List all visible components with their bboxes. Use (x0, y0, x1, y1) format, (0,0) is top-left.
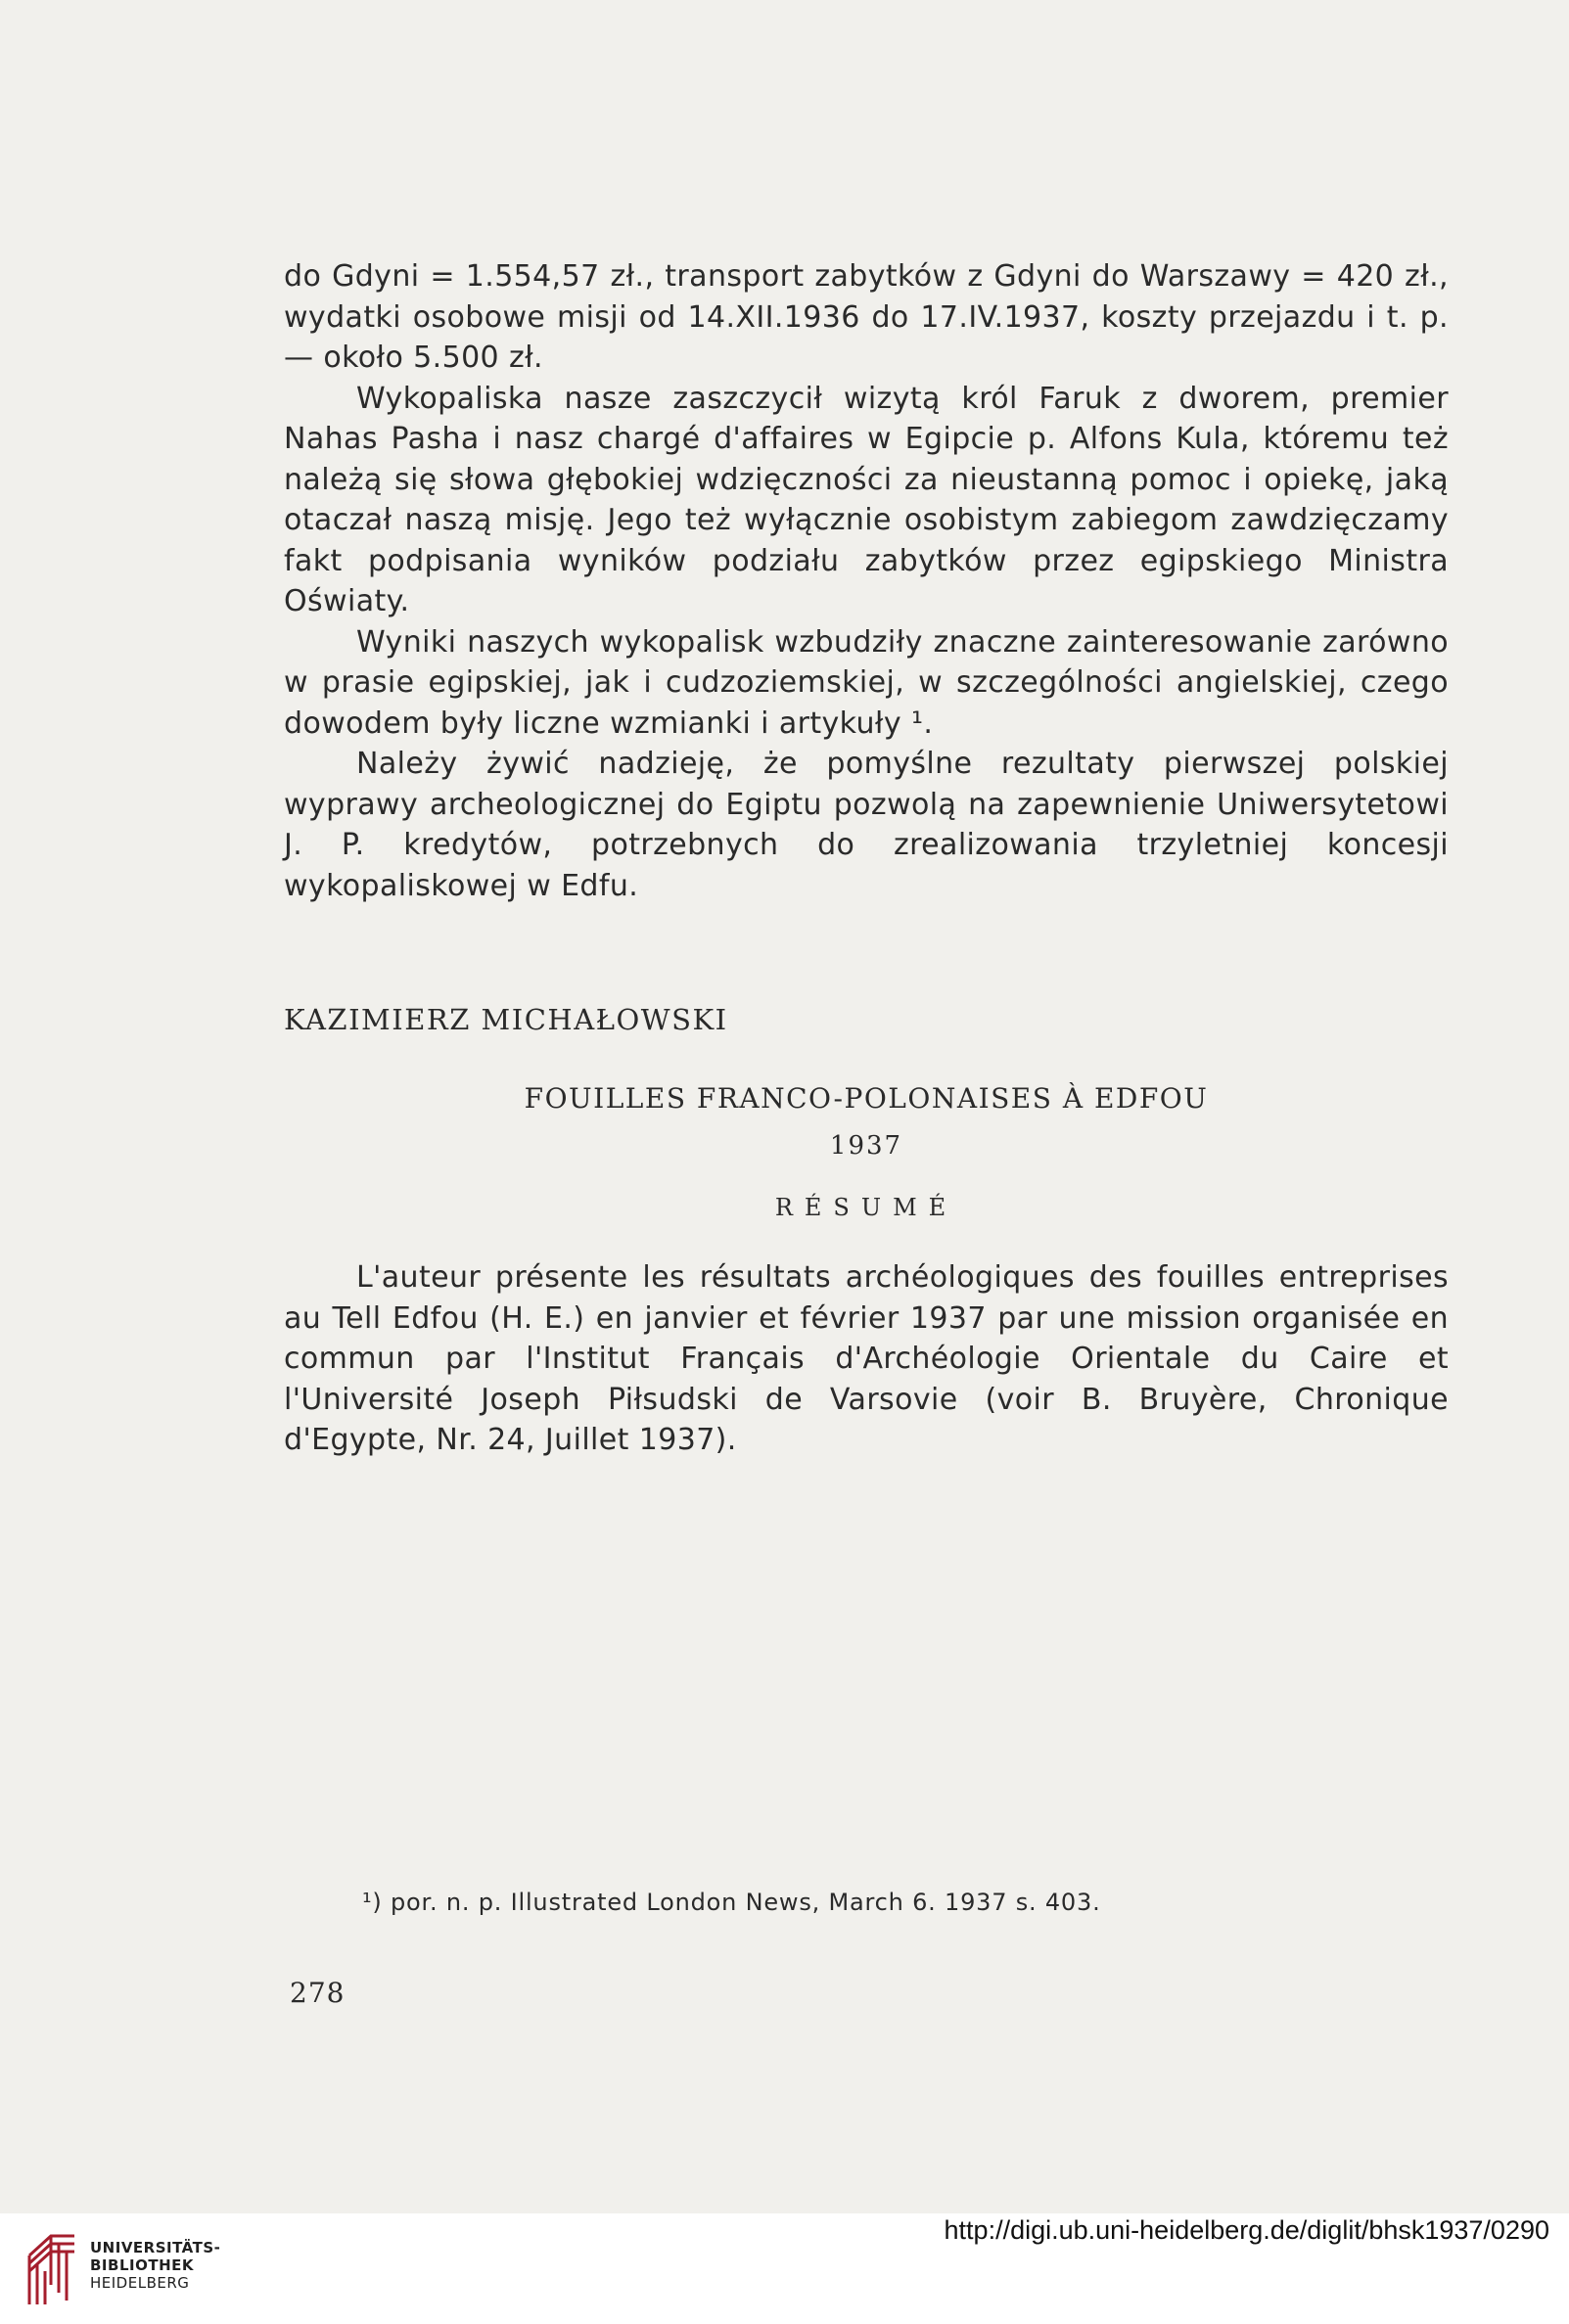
section-heading: RÉSUMÉ (774, 1194, 958, 1221)
library-logo-icon (22, 2226, 82, 2312)
paragraph: do Gdyni = 1.554,57 zł., transport zabytków z Gdyni do Warszawy = 420 zł., wydatki osobowe misji od 14.XII.1936 do 17.IV.1937, koszty przejazdu i t. p. — około 5.500 zł. (284, 259, 1449, 375)
resume-paragraph: L'auteur présente les résultats archéologiques des fouilles entreprises au Tell Edfou (H. E.) en janvier et février 1937 par une mission organisée en commun par l'Institut Français d'Archéologie Orientale du Caire et l'Université Joseph Piłsudski de Varsovie (voir B. Bruyère, Chronique d'Egypte, Nr. 24, Juillet 1937). (284, 1260, 1449, 1457)
library-name-line: UNIVERSITÄTS- (90, 2239, 221, 2256)
resume-text-block (284, 1257, 1449, 1461)
library-name-line: HEIDELBERG (90, 2274, 190, 2292)
article-year: 1937 (829, 1131, 903, 1161)
main-text-block (284, 256, 1449, 906)
article-author: KAZIMIERZ MICHAŁOWSKI (284, 1003, 728, 1036)
paragraph: Wykopaliska nasze zaszczycił wizytą król Faruk z dworem, premier Nahas Pasha i nasz chargé d'affaires w Egipcie p. Alfons Kula, któremu też należą się słowa głębokiej wdzięczności za nieustanną pomoc i opiekę, jaką otaczał naszą misję. Jego też wyłącznie osobistym zabiegom zawdzięczamy fakt podpisania wyników podziału zabytków przez egipskiego Ministra Oświaty. (284, 381, 1449, 618)
page-number: 278 (290, 1977, 346, 2009)
source-url-link[interactable]: http://digi.ub.uni-heidelberg.de/diglit/bhsk1937/0290 (944, 2215, 1549, 2245)
article-title: FOUILLES FRANCO-POLONAISES À EDFOU (524, 1082, 1209, 1115)
paragraph: Należy żywić nadzieję, że pomyślne rezultaty pierwszej polskiej wyprawy archeologicznej do Egiptu pozwolą na zapewnienie Uniwersytetowi J. P. kredytów, potrzebnych do zrealizowania trzyletniej koncesji wykopaliskowej w Edfu. (284, 747, 1449, 903)
footnote: ¹) por. n. p. Illustrated London News, March 6. 1937 s. 403. (362, 1889, 1101, 1916)
paragraph: Wyniki naszych wykopalisk wzbudziły znaczne zainteresowanie zarówno w prasie egipskiej, jak i cudzoziemskiej, w szczególności angielskiej, czego dowodem były liczne wzmianki i artykuły ¹. (284, 624, 1449, 741)
library-name (90, 2239, 220, 2292)
library-name-line: BIBLIOTHEK (90, 2256, 194, 2274)
